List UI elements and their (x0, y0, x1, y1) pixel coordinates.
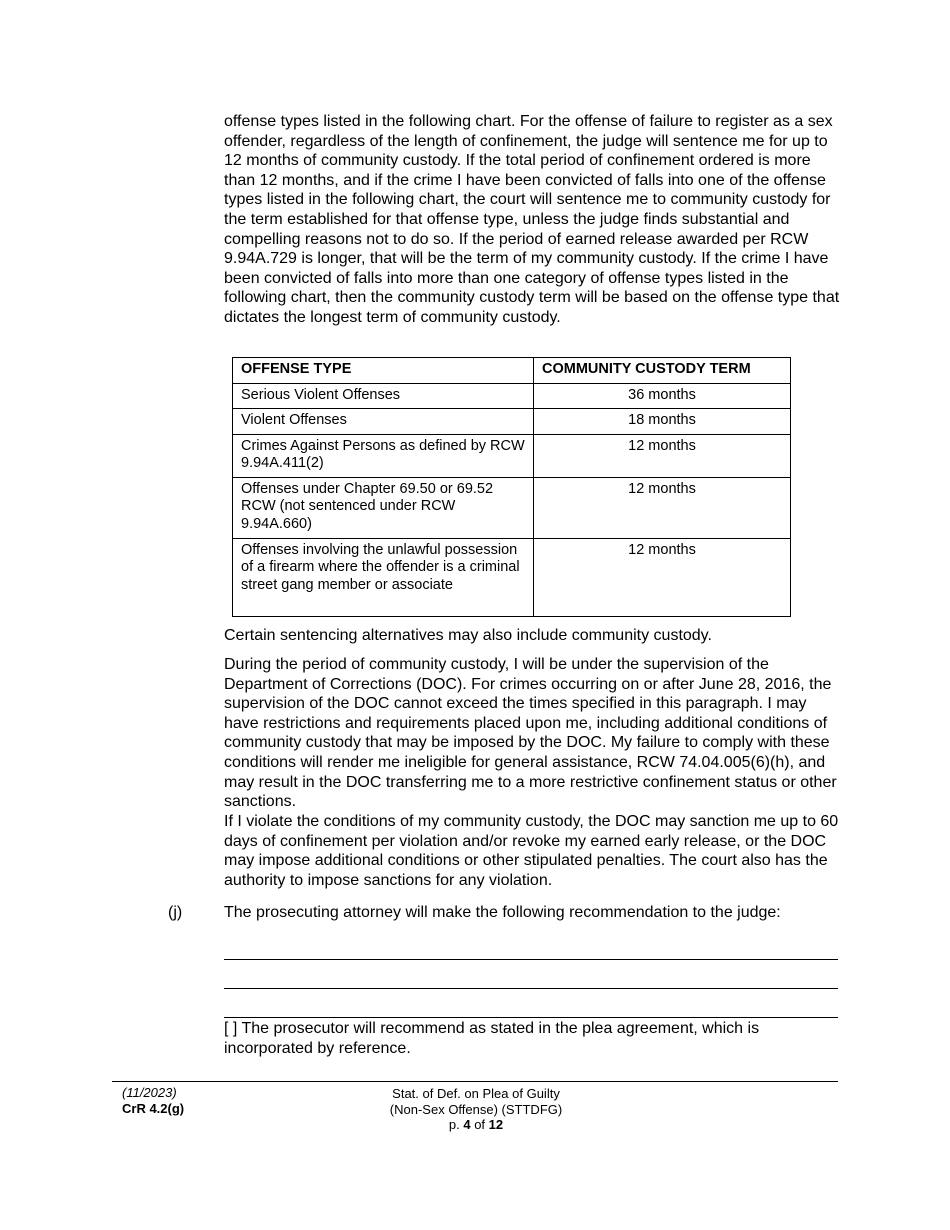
table-row (233, 434, 791, 477)
table-row (233, 383, 791, 409)
item-j-label: (j) (168, 904, 183, 921)
offense-type-cell: Offenses under Chapter 69.50 or 69.52 RCW (not sentenced under RCW 9.94A.660) (233, 477, 534, 538)
sentencing-alternatives-paragraph: Certain sentencing alternatives may also include community custody. (224, 627, 712, 644)
plea-agreement-checkbox-option[interactable]: [ ] The prosecutor will recommend as stated in the plea agreement, which is incorporated by reference. (224, 1020, 760, 1057)
custody-term-cell: 12 months (534, 477, 791, 538)
footer-divider (112, 1081, 838, 1082)
total-pages: 12 (488, 1117, 504, 1132)
table-header-row (233, 358, 791, 384)
offense-type-cell: Offenses involving the unlawful possession of a firearm where the offender is a criminal street gang member or associate (233, 538, 534, 616)
violation-sanctions-paragraph: If I violate the conditions of my community custody, the DOC may sanction me up to 60 days of confinement per violation and/or revoke my earned early release, or the DOC may impose additional conditions or other stipulated penalties. The court also has the authority to impose sanctions for any violation. (224, 813, 839, 889)
table-row (233, 538, 791, 616)
item-j-text: The prosecuting attorney will make the following recommendation to the judge: (224, 904, 781, 921)
custody-term-cell: 36 months (534, 383, 791, 409)
offense-type-cell: Serious Violent Offenses (233, 383, 534, 409)
community-custody-table (232, 357, 791, 617)
table-row (233, 477, 791, 538)
recommendation-blank-line[interactable] (224, 988, 838, 989)
page-of: of (474, 1117, 486, 1132)
footer-form-info (122, 1085, 184, 1116)
recommendation-blank-line[interactable] (224, 959, 838, 960)
custody-term-cell: 12 months (534, 538, 791, 616)
table-header-offense-type: OFFENSE TYPE (233, 358, 534, 384)
footer-revision-date: (11/2023) (122, 1085, 177, 1100)
footer-court-rule: CrR 4.2(g) (122, 1100, 185, 1116)
table-header-custody-term: COMMUNITY CUSTODY TERM (534, 358, 791, 384)
custody-term-cell: 18 months (534, 409, 791, 435)
footer-form-title (326, 1086, 626, 1133)
offense-type-cell: Violent Offenses (233, 409, 534, 435)
offense-type-cell: Crimes Against Persons as defined by RCW 9.94A.411(2) (233, 434, 534, 477)
community-custody-intro-paragraph: offense types listed in the following chart. For the offense of failure to register as a sex offender, regardless of the length of confinement, the judge will sentence me for up to 12 months of community custody. If the total period of confinement ordered is more than 12 months, and if the crime I have been convicted of falls into one of the offense types listed in the following chart, the court will sentence me to community custody for the term established for that offense type, unless the judge finds substantial and compelling reasons not to do so. If the period of earned release awarded per RCW 9.94A.729 is longer, that will be the term of my community custody. If the crime I have been convicted of falls into more than one category of offense types listed in the following chart, then the community custody term will be based on the offense type that dictates the longest term of community custody. (224, 113, 840, 326)
doc-supervision-paragraph: During the period of community custody, I will be under the supervision of the Department of Corrections (DOC). For crimes occurring on or after June 28, 2016, the supervision of the DOC cannot exceed the times specified in this paragraph. I may have restrictions and requirements placed upon me, including additional conditions of community custody that may be imposed by the DOC. My failure to comply with these conditions will render me ineligible for general assistance, RCW 74.04.005(6)(h), and may result in the DOC transferring me to a more restrictive confinement status or other sanctions. (224, 656, 837, 811)
current-page: 4 (463, 1117, 471, 1132)
footer-title-line-1: Stat. of Def. on Plea of Guilty (392, 1086, 560, 1101)
recommendation-blank-line[interactable] (224, 1017, 838, 1018)
footer-page-number (326, 1117, 626, 1133)
footer-title-line-2: (Non-Sex Offense) (STTDFG) (389, 1101, 563, 1117)
custody-term-cell: 12 months (534, 434, 791, 477)
table-row (233, 409, 791, 435)
page-prefix: p. (448, 1117, 460, 1132)
